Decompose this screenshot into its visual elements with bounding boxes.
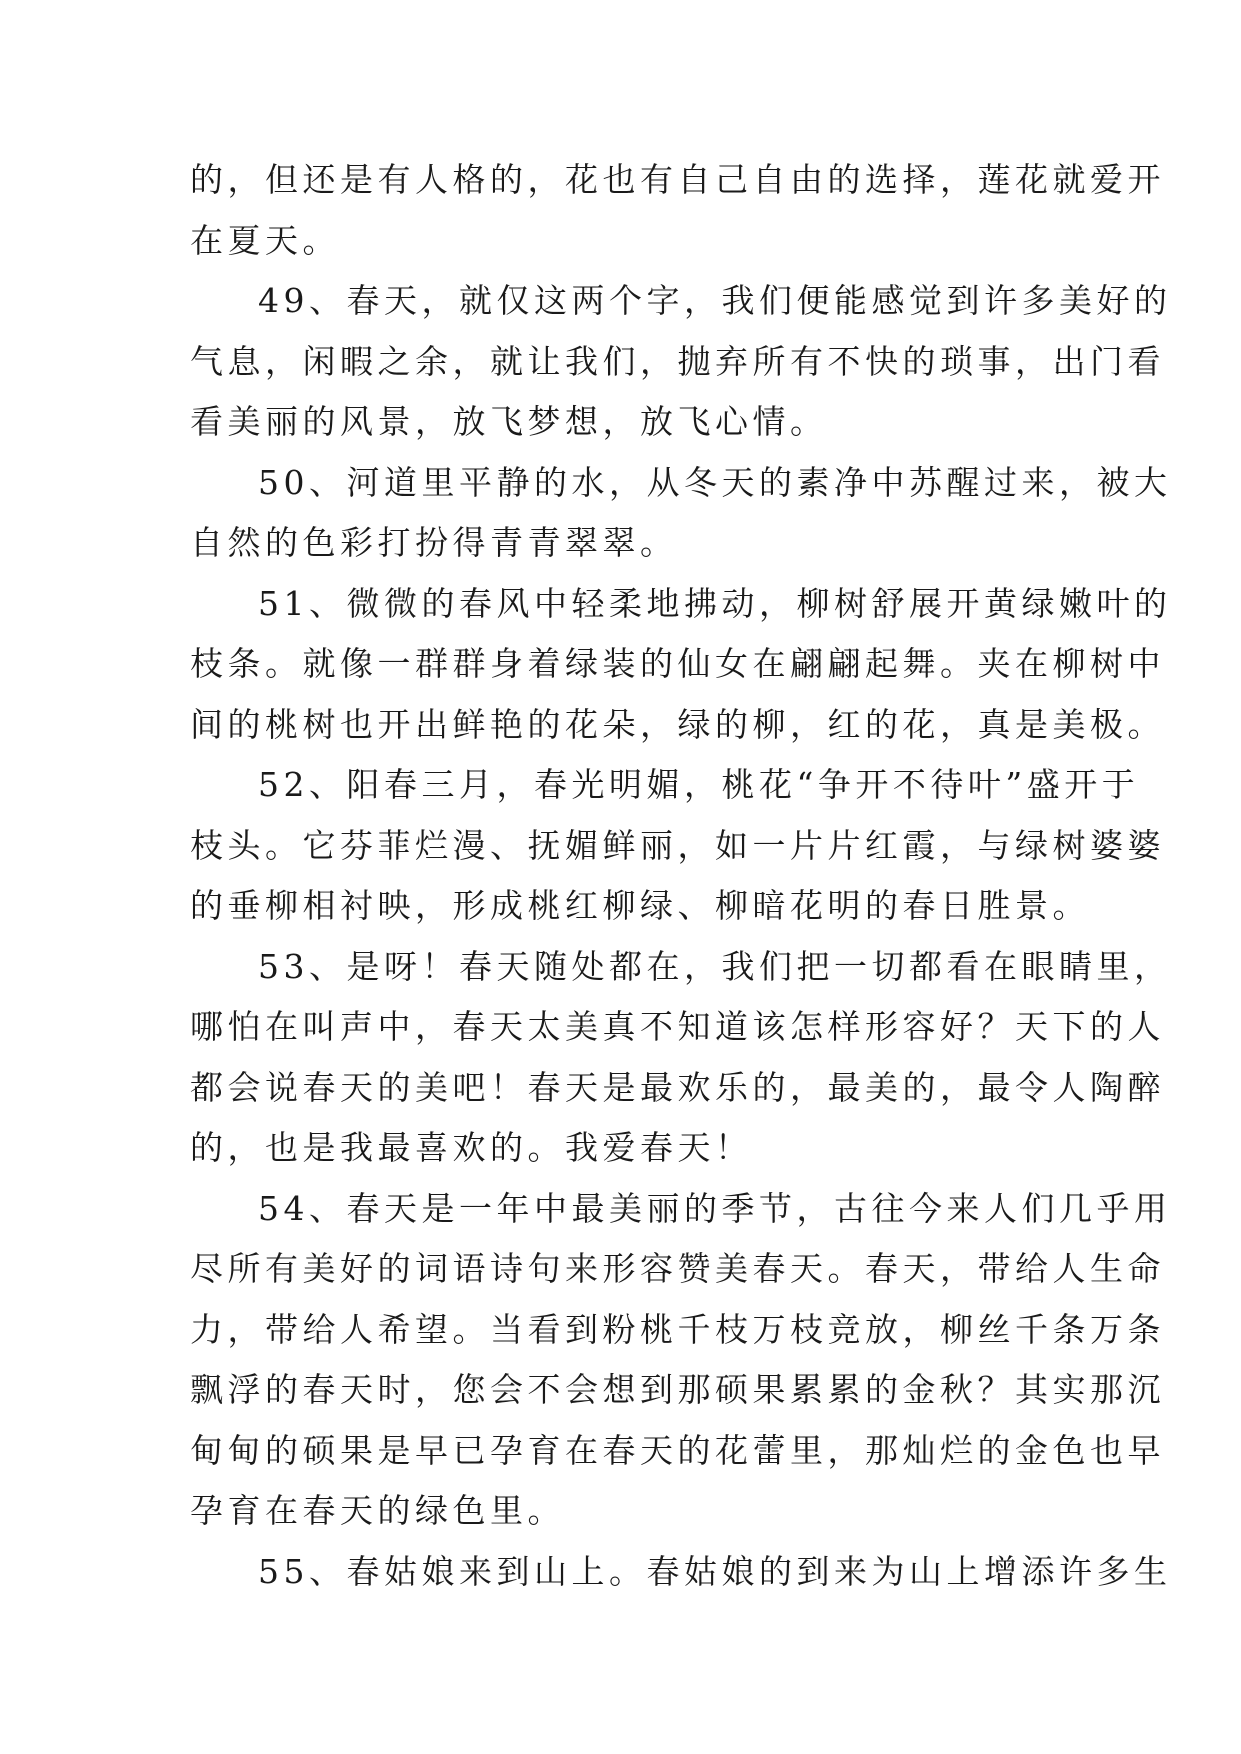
text-line: 孕育在春天的绿色里。 xyxy=(190,1491,565,1530)
document-body xyxy=(190,150,1172,1602)
paragraph-first-line: 55、春姑娘来到山上。春姑娘的到来为山上增添许多生 xyxy=(258,1551,1172,1591)
text-line: 枝头。它芬菲烂漫、抚媚鲜丽，如一片片红霞，与绿树婆婆 xyxy=(190,825,1165,865)
text-line: 的，也是我最喜欢的。我爱春天！ xyxy=(190,1128,753,1167)
paragraph-first-line: 53、是呀！春天随处都在，我们把一切都看在眼睛里， xyxy=(258,946,1172,986)
text-line: 都会说春天的美吧！春天是最欢乐的，最美的，最令人陶醉 xyxy=(190,1067,1165,1107)
text-line: 间的桃树也开出鲜艳的花朵，绿的柳，红的花，真是美极。 xyxy=(190,704,1165,744)
text-line: 尽所有美好的词语诗句来形容赞美春天。春天，带给人生命 xyxy=(190,1249,1165,1288)
paragraph-first-line: 50、河道里平静的水，从冬天的素净中苏醒过来，被大 xyxy=(258,462,1172,502)
paragraph-first-line: 52、阳春三月，春光明媚，桃花“争开不待叶”盛开于 xyxy=(258,765,1140,804)
text-line: 的垂柳相衬映，形成桃红柳绿、柳暗花明的春日胜景。 xyxy=(190,886,1090,925)
text-line: 枝条。就像一群群身着绿装的仙女在翩翩起舞。夹在柳树中 xyxy=(190,644,1165,683)
text-line: 气息，闲暇之余，就让我们，抛弃所有不快的琐事，出门看 xyxy=(190,341,1165,381)
text-line: 甸甸的硕果是早已孕育在春天的花蕾里，那灿烂的金色也早 xyxy=(190,1430,1165,1470)
text-line: 力，带给人希望。当看到粉桃千枝万枝竞放，柳丝千条万条 xyxy=(190,1309,1165,1349)
text-line: 自然的色彩打扮得青青翠翠。 xyxy=(190,523,678,562)
text-line: 在夏天。 xyxy=(190,220,340,260)
paragraph-first-line: 54、春天是一年中最美丽的季节，古往今来人们几乎用 xyxy=(258,1188,1172,1228)
paragraph-first-line: 51、微微的春风中轻柔地拂动，柳树舒展开黄绿嫩叶的 xyxy=(258,583,1172,623)
text-line: 看美丽的风景，放飞梦想，放飞心情。 xyxy=(190,402,828,441)
text-line: 飘浮的春天时，您会不会想到那硕果累累的金秋？其实那沉 xyxy=(190,1370,1165,1409)
text-line: 的，但还是有人格的，花也有自己自由的选择，莲花就爱开 xyxy=(190,160,1165,199)
paragraph-first-line: 49、春天，就仅这两个字，我们便能感觉到许多美好的 xyxy=(258,281,1172,320)
text-line: 哪怕在叫声中，春天太美真不知道该怎样形容好？天下的人 xyxy=(190,1007,1165,1046)
